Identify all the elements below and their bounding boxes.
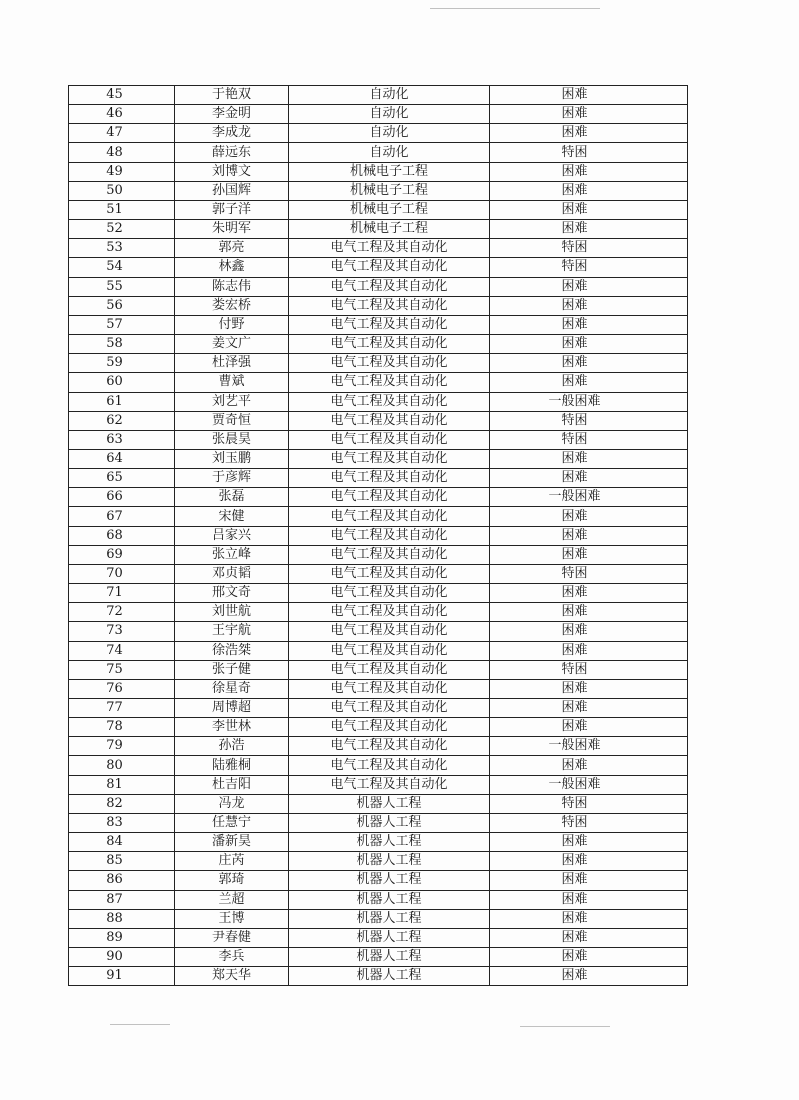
table-row <box>69 315 688 334</box>
student-name-cell: 张立峰 <box>175 545 289 564</box>
row-number-cell: 78 <box>69 718 175 737</box>
hardship-level-cell: 困难 <box>490 315 688 334</box>
student-name-cell: 娄宏桥 <box>175 296 289 315</box>
row-number-cell: 61 <box>69 392 175 411</box>
hardship-level-cell: 一般困难 <box>490 737 688 756</box>
student-name-cell: 尹春健 <box>175 928 289 947</box>
table-row <box>69 928 688 947</box>
student-name-cell: 姜文广 <box>175 335 289 354</box>
row-number-cell: 64 <box>69 449 175 468</box>
student-name-cell: 王博 <box>175 909 289 928</box>
row-number-cell: 51 <box>69 200 175 219</box>
major-cell: 电气工程及其自动化 <box>289 507 490 526</box>
hardship-level-cell: 困难 <box>490 852 688 871</box>
row-number-cell: 63 <box>69 430 175 449</box>
student-name-cell: 冯龙 <box>175 794 289 813</box>
major-cell: 机械电子工程 <box>289 220 490 239</box>
hardship-level-cell: 特困 <box>490 430 688 449</box>
major-cell: 电气工程及其自动化 <box>289 641 490 660</box>
hardship-level-cell: 困难 <box>490 277 688 296</box>
row-number-cell: 82 <box>69 794 175 813</box>
student-name-cell: 刘玉鹏 <box>175 449 289 468</box>
row-number-cell: 79 <box>69 737 175 756</box>
student-name-cell: 李金明 <box>175 105 289 124</box>
student-roster-table <box>68 85 688 986</box>
row-number-cell: 80 <box>69 756 175 775</box>
hardship-level-cell: 困难 <box>490 928 688 947</box>
row-number-cell: 74 <box>69 641 175 660</box>
major-cell: 电气工程及其自动化 <box>289 488 490 507</box>
hardship-level-cell: 困难 <box>490 124 688 143</box>
row-number-cell: 85 <box>69 852 175 871</box>
major-cell: 自动化 <box>289 105 490 124</box>
hardship-level-cell: 困难 <box>490 603 688 622</box>
hardship-level-cell: 困难 <box>490 622 688 641</box>
hardship-level-cell: 困难 <box>490 181 688 200</box>
major-cell: 机器人工程 <box>289 871 490 890</box>
hardship-level-cell: 特困 <box>490 660 688 679</box>
student-name-cell: 郭子洋 <box>175 200 289 219</box>
table-row <box>69 411 688 430</box>
major-cell: 电气工程及其自动化 <box>289 737 490 756</box>
hardship-level-cell: 困难 <box>490 220 688 239</box>
table-row <box>69 603 688 622</box>
student-name-cell: 郭亮 <box>175 239 289 258</box>
table-row <box>69 258 688 277</box>
student-name-cell: 刘世航 <box>175 603 289 622</box>
table-row <box>69 948 688 967</box>
hardship-level-cell: 困难 <box>490 545 688 564</box>
table-row <box>69 756 688 775</box>
table-row <box>69 852 688 871</box>
student-name-cell: 于彦辉 <box>175 469 289 488</box>
student-name-cell: 李世林 <box>175 718 289 737</box>
student-name-cell: 孙国辉 <box>175 181 289 200</box>
row-number-cell: 52 <box>69 220 175 239</box>
student-name-cell: 徐浩桀 <box>175 641 289 660</box>
table-row <box>69 220 688 239</box>
major-cell: 电气工程及其自动化 <box>289 545 490 564</box>
table-row <box>69 526 688 545</box>
row-number-cell: 60 <box>69 373 175 392</box>
table-row <box>69 239 688 258</box>
row-number-cell: 83 <box>69 813 175 832</box>
student-name-cell: 贾奇恒 <box>175 411 289 430</box>
major-cell: 自动化 <box>289 124 490 143</box>
student-name-cell: 陈志伟 <box>175 277 289 296</box>
row-number-cell: 88 <box>69 909 175 928</box>
row-number-cell: 56 <box>69 296 175 315</box>
major-cell: 机器人工程 <box>289 833 490 852</box>
major-cell: 电气工程及其自动化 <box>289 239 490 258</box>
hardship-level-cell: 困难 <box>490 833 688 852</box>
hardship-level-cell: 困难 <box>490 871 688 890</box>
student-name-cell: 兰超 <box>175 890 289 909</box>
table-row <box>69 794 688 813</box>
major-cell: 电气工程及其自动化 <box>289 622 490 641</box>
student-name-cell: 朱明军 <box>175 220 289 239</box>
student-name-cell: 李成龙 <box>175 124 289 143</box>
table-row <box>69 335 688 354</box>
table-row <box>69 86 688 105</box>
hardship-level-cell: 困难 <box>490 507 688 526</box>
table-row <box>69 584 688 603</box>
major-cell: 机器人工程 <box>289 967 490 986</box>
row-number-cell: 89 <box>69 928 175 947</box>
major-cell: 机器人工程 <box>289 813 490 832</box>
row-number-cell: 68 <box>69 526 175 545</box>
major-cell: 电气工程及其自动化 <box>289 584 490 603</box>
row-number-cell: 49 <box>69 162 175 181</box>
table-row <box>69 449 688 468</box>
row-number-cell: 58 <box>69 335 175 354</box>
hardship-level-cell: 困难 <box>490 296 688 315</box>
hardship-level-cell: 困难 <box>490 699 688 718</box>
student-name-cell: 付野 <box>175 315 289 334</box>
table-row <box>69 143 688 162</box>
table-row <box>69 430 688 449</box>
major-cell: 电气工程及其自动化 <box>289 699 490 718</box>
row-number-cell: 50 <box>69 181 175 200</box>
hardship-level-cell: 困难 <box>490 469 688 488</box>
major-cell: 电气工程及其自动化 <box>289 315 490 334</box>
major-cell: 电气工程及其自动化 <box>289 756 490 775</box>
major-cell: 电气工程及其自动化 <box>289 392 490 411</box>
student-name-cell: 陆雅桐 <box>175 756 289 775</box>
hardship-level-cell: 困难 <box>490 641 688 660</box>
student-name-cell: 张晨昊 <box>175 430 289 449</box>
table-row <box>69 488 688 507</box>
row-number-cell: 72 <box>69 603 175 622</box>
table-row <box>69 679 688 698</box>
row-number-cell: 86 <box>69 871 175 890</box>
row-number-cell: 77 <box>69 699 175 718</box>
table-row <box>69 967 688 986</box>
student-name-cell: 曹斌 <box>175 373 289 392</box>
student-name-cell: 李兵 <box>175 948 289 967</box>
table-row <box>69 200 688 219</box>
row-number-cell: 47 <box>69 124 175 143</box>
hardship-level-cell: 特困 <box>490 239 688 258</box>
hardship-level-cell: 困难 <box>490 200 688 219</box>
student-name-cell: 张子健 <box>175 660 289 679</box>
row-number-cell: 76 <box>69 679 175 698</box>
row-number-cell: 65 <box>69 469 175 488</box>
major-cell: 机械电子工程 <box>289 162 490 181</box>
hardship-level-cell: 特困 <box>490 794 688 813</box>
hardship-level-cell: 困难 <box>490 105 688 124</box>
row-number-cell: 71 <box>69 584 175 603</box>
table-row <box>69 737 688 756</box>
major-cell: 电气工程及其自动化 <box>289 718 490 737</box>
hardship-level-cell: 困难 <box>490 756 688 775</box>
hardship-level-cell: 特困 <box>490 411 688 430</box>
major-cell: 电气工程及其自动化 <box>289 775 490 794</box>
hardship-level-cell: 一般困难 <box>490 392 688 411</box>
row-number-cell: 62 <box>69 411 175 430</box>
hardship-level-cell: 困难 <box>490 526 688 545</box>
scan-artifact-bottom-right <box>520 1026 610 1027</box>
major-cell: 电气工程及其自动化 <box>289 430 490 449</box>
row-number-cell: 91 <box>69 967 175 986</box>
student-name-cell: 薛远东 <box>175 143 289 162</box>
table-row <box>69 833 688 852</box>
major-cell: 电气工程及其自动化 <box>289 411 490 430</box>
hardship-level-cell: 困难 <box>490 909 688 928</box>
hardship-level-cell: 困难 <box>490 354 688 373</box>
table-row <box>69 622 688 641</box>
major-cell: 机器人工程 <box>289 852 490 871</box>
scan-artifact-top <box>430 8 600 9</box>
row-number-cell: 59 <box>69 354 175 373</box>
major-cell: 电气工程及其自动化 <box>289 258 490 277</box>
hardship-level-cell: 一般困难 <box>490 488 688 507</box>
table-row <box>69 813 688 832</box>
hardship-level-cell: 特困 <box>490 813 688 832</box>
table-row <box>69 181 688 200</box>
student-name-cell: 郭琦 <box>175 871 289 890</box>
row-number-cell: 70 <box>69 564 175 583</box>
row-number-cell: 90 <box>69 948 175 967</box>
student-name-cell: 邓贞韬 <box>175 564 289 583</box>
student-name-cell: 邢文奇 <box>175 584 289 603</box>
student-name-cell: 吕家兴 <box>175 526 289 545</box>
table-row <box>69 162 688 181</box>
row-number-cell: 55 <box>69 277 175 296</box>
row-number-cell: 54 <box>69 258 175 277</box>
hardship-level-cell: 困难 <box>490 718 688 737</box>
major-cell: 机械电子工程 <box>289 181 490 200</box>
hardship-level-cell: 困难 <box>490 162 688 181</box>
row-number-cell: 87 <box>69 890 175 909</box>
table-row <box>69 564 688 583</box>
table-row <box>69 660 688 679</box>
table-row <box>69 277 688 296</box>
student-name-cell: 任慧宁 <box>175 813 289 832</box>
hardship-level-cell: 困难 <box>490 86 688 105</box>
table-row <box>69 354 688 373</box>
hardship-level-cell: 困难 <box>490 948 688 967</box>
row-number-cell: 75 <box>69 660 175 679</box>
hardship-level-cell: 困难 <box>490 967 688 986</box>
major-cell: 电气工程及其自动化 <box>289 526 490 545</box>
scan-artifact-bottom <box>110 1024 170 1025</box>
major-cell: 机械电子工程 <box>289 200 490 219</box>
table-row <box>69 507 688 526</box>
major-cell: 机器人工程 <box>289 909 490 928</box>
row-number-cell: 45 <box>69 86 175 105</box>
hardship-level-cell: 困难 <box>490 890 688 909</box>
roster-body <box>69 86 688 986</box>
student-name-cell: 潘新昊 <box>175 833 289 852</box>
major-cell: 电气工程及其自动化 <box>289 660 490 679</box>
hardship-level-cell: 困难 <box>490 584 688 603</box>
major-cell: 自动化 <box>289 143 490 162</box>
table-row <box>69 909 688 928</box>
student-name-cell: 宋健 <box>175 507 289 526</box>
student-name-cell: 杜泽强 <box>175 354 289 373</box>
major-cell: 电气工程及其自动化 <box>289 373 490 392</box>
hardship-level-cell: 困难 <box>490 449 688 468</box>
row-number-cell: 53 <box>69 239 175 258</box>
major-cell: 电气工程及其自动化 <box>289 469 490 488</box>
major-cell: 电气工程及其自动化 <box>289 277 490 296</box>
table-row <box>69 373 688 392</box>
student-name-cell: 刘艺平 <box>175 392 289 411</box>
student-name-cell: 庄芮 <box>175 852 289 871</box>
table-row <box>69 296 688 315</box>
table-row <box>69 469 688 488</box>
major-cell: 机器人工程 <box>289 928 490 947</box>
row-number-cell: 66 <box>69 488 175 507</box>
major-cell: 自动化 <box>289 86 490 105</box>
major-cell: 电气工程及其自动化 <box>289 296 490 315</box>
hardship-level-cell: 困难 <box>490 373 688 392</box>
student-name-cell: 徐星奇 <box>175 679 289 698</box>
table-row <box>69 871 688 890</box>
student-name-cell: 林鑫 <box>175 258 289 277</box>
row-number-cell: 81 <box>69 775 175 794</box>
row-number-cell: 67 <box>69 507 175 526</box>
hardship-level-cell: 特困 <box>490 564 688 583</box>
row-number-cell: 73 <box>69 622 175 641</box>
table-row <box>69 641 688 660</box>
hardship-level-cell: 困难 <box>490 679 688 698</box>
row-number-cell: 69 <box>69 545 175 564</box>
major-cell: 电气工程及其自动化 <box>289 449 490 468</box>
student-name-cell: 杜吉阳 <box>175 775 289 794</box>
major-cell: 机器人工程 <box>289 948 490 967</box>
hardship-level-cell: 特困 <box>490 258 688 277</box>
table-row <box>69 718 688 737</box>
hardship-level-cell: 特困 <box>490 143 688 162</box>
major-cell: 电气工程及其自动化 <box>289 603 490 622</box>
major-cell: 机器人工程 <box>289 794 490 813</box>
student-name-cell: 周博超 <box>175 699 289 718</box>
student-name-cell: 于艳双 <box>175 86 289 105</box>
student-name-cell: 郑天华 <box>175 967 289 986</box>
student-name-cell: 刘博文 <box>175 162 289 181</box>
major-cell: 电气工程及其自动化 <box>289 335 490 354</box>
major-cell: 电气工程及其自动化 <box>289 354 490 373</box>
major-cell: 电气工程及其自动化 <box>289 679 490 698</box>
table-row <box>69 699 688 718</box>
table-row <box>69 105 688 124</box>
row-number-cell: 84 <box>69 833 175 852</box>
hardship-level-cell: 一般困难 <box>490 775 688 794</box>
hardship-level-cell: 困难 <box>490 335 688 354</box>
table-row <box>69 890 688 909</box>
major-cell: 电气工程及其自动化 <box>289 564 490 583</box>
table-row <box>69 545 688 564</box>
row-number-cell: 46 <box>69 105 175 124</box>
table-row <box>69 124 688 143</box>
row-number-cell: 57 <box>69 315 175 334</box>
table-row <box>69 392 688 411</box>
major-cell: 机器人工程 <box>289 890 490 909</box>
student-name-cell: 张磊 <box>175 488 289 507</box>
row-number-cell: 48 <box>69 143 175 162</box>
student-name-cell: 王宇航 <box>175 622 289 641</box>
student-name-cell: 孙浩 <box>175 737 289 756</box>
table-row <box>69 775 688 794</box>
